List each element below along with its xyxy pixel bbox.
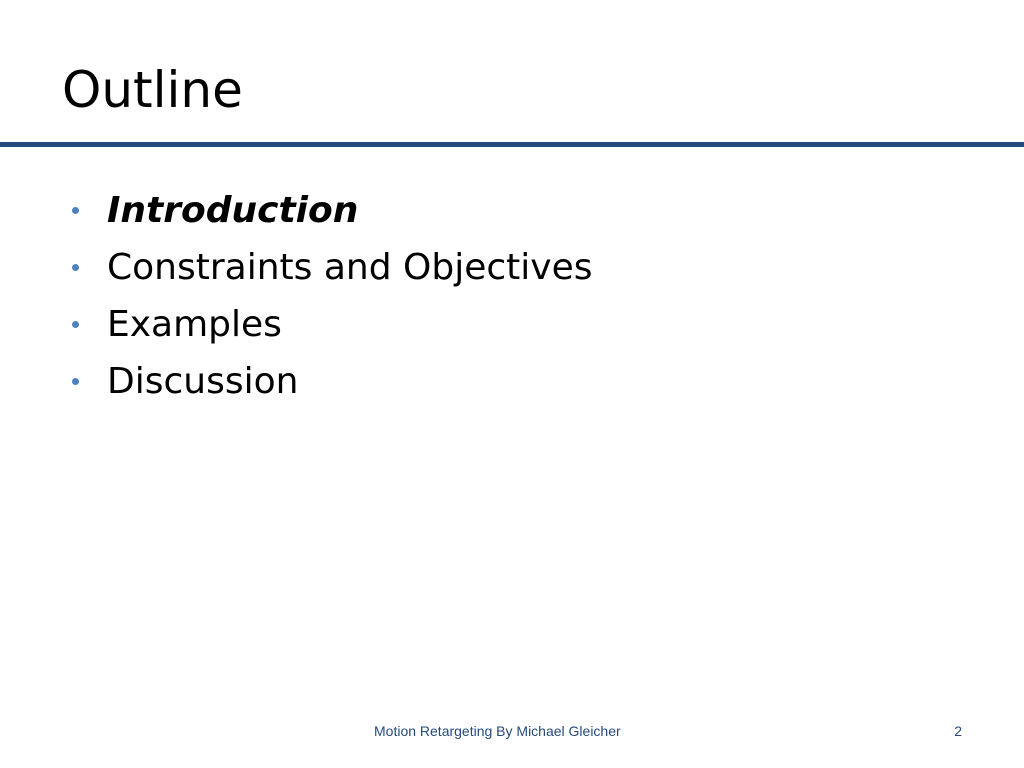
- bullet-icon: [72, 264, 79, 271]
- footer-text: Motion Retargeting By Michael Gleicher: [374, 723, 621, 739]
- bullet-item: [70, 353, 592, 410]
- bullet-icon: [72, 378, 79, 385]
- bullet-item: [70, 182, 592, 239]
- slide-title: Outline: [62, 61, 243, 119]
- bullet-label: Examples: [107, 304, 282, 345]
- bullet-item: [70, 239, 592, 296]
- bullet-label: Constraints and Objectives: [107, 247, 593, 288]
- bullet-list: [70, 182, 592, 410]
- slide-number: 2: [954, 723, 962, 739]
- bullet-label: Discussion: [107, 361, 299, 402]
- title-divider: [0, 142, 1024, 147]
- bullet-icon: [72, 321, 79, 328]
- bullet-icon: [72, 207, 79, 214]
- bullet-label: Introduction: [107, 190, 359, 231]
- bullet-item: [70, 296, 592, 353]
